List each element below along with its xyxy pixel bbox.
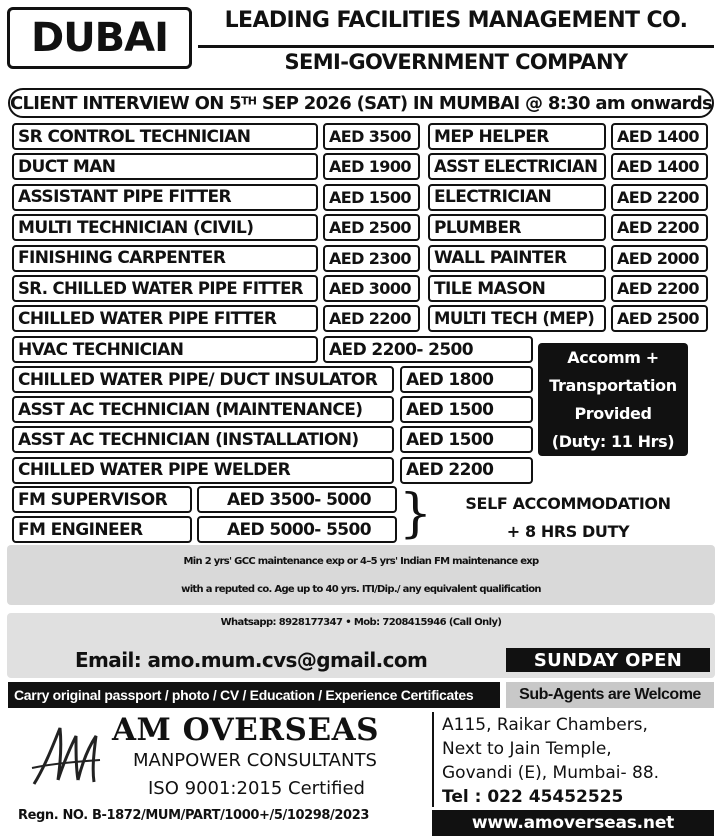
- accomm-line: Provided: [574, 403, 652, 423]
- job-title: HVAC TECHNICIAN: [18, 339, 184, 360]
- sunday-open-text: SUNDAY OPEN: [533, 649, 683, 671]
- fm-note-line: + 8 HRS DUTY: [506, 522, 630, 541]
- job-salary-cell: [400, 426, 533, 453]
- job-salary-cell: [611, 245, 708, 272]
- job-title-cell: [12, 123, 318, 150]
- city-title: DUBAI: [30, 15, 168, 61]
- job-title-cell: [428, 184, 606, 211]
- job-title: ASST AC TECHNICIAN (MAINTENANCE): [18, 399, 363, 420]
- company-name: LEADING FACILITIES MANAGEMENT CO.: [224, 8, 688, 33]
- job-salary-cell: [611, 184, 708, 211]
- job-salary-cell: [323, 214, 420, 241]
- subagents-text: Sub-Agents are Welcome: [519, 686, 701, 703]
- job-salary: AED 2500: [329, 218, 411, 238]
- job-title: ASST ELECTRICIAN: [434, 157, 598, 177]
- job-salary: AED 1500: [406, 399, 494, 420]
- telephone[interactable]: Tel : 022 45452525: [442, 787, 624, 807]
- job-title: FM SUPERVISOR: [18, 489, 168, 510]
- requirement-line: with a reputed co. Age up to 40 yrs. ITI/Dip./ any equivalent qualification: [181, 584, 541, 595]
- accommodation-box: [538, 343, 688, 456]
- job-title-cell: [428, 245, 606, 272]
- job-title-cell: [12, 486, 192, 513]
- job-salary: AED 2200: [617, 218, 699, 238]
- city-banner: [7, 7, 192, 69]
- job-salary: AED 2200: [617, 187, 699, 207]
- job-salary: AED 1400: [617, 127, 699, 146]
- job-salary: AED 3500: [329, 127, 411, 146]
- job-title-cell: [12, 214, 318, 241]
- job-title-cell: [428, 153, 606, 180]
- job-salary: AED 2300: [329, 248, 411, 268]
- requirement-line: Min 2 yrs' GCC maintenance exp or 4–5 yrs' Indian FM maintenance exp: [183, 556, 539, 567]
- job-salary: AED 2200- 2500: [329, 339, 474, 360]
- interview-text-pre: CLIENT INTERVIEW ON 5: [9, 92, 241, 114]
- job-title: CHILLED WATER PIPE WELDER: [18, 460, 291, 481]
- job-title: CHILLED WATER PIPE/ DUCT INSULATOR: [18, 369, 378, 390]
- job-title-cell: [12, 366, 394, 393]
- carry-documents-note: [8, 682, 500, 708]
- job-title-cell: [12, 396, 394, 423]
- am-logo-icon: [30, 718, 110, 788]
- address-line: A115, Raikar Chambers,: [442, 715, 648, 735]
- job-salary-cell: [611, 275, 708, 302]
- job-title-cell: [12, 457, 394, 484]
- job-title-cell: [12, 305, 318, 332]
- job-title: DUCT MAN: [18, 156, 116, 177]
- job-title-cell: [428, 123, 606, 150]
- job-salary-cell: [323, 275, 420, 302]
- agency-registration: Regn. NO. B-1872/MUM/PART/1000+/5/10298/2023: [18, 808, 369, 823]
- job-title: MULTI TECHNICIAN (CIVIL): [18, 217, 254, 238]
- job-title: FINISHING CARPENTER: [18, 248, 226, 269]
- job-salary: AED 2000: [617, 248, 699, 268]
- sunday-open-badge: [506, 648, 710, 672]
- job-title-cell: [12, 153, 318, 180]
- job-salary: AED 2200: [617, 279, 699, 298]
- requirements-box: [7, 545, 715, 605]
- job-title-cell: [12, 275, 318, 302]
- job-title: ASST AC TECHNICIAN (INSTALLATION): [18, 429, 359, 450]
- brace-glyph: }: [399, 484, 433, 544]
- job-salary: AED 5000- 5500: [226, 519, 371, 540]
- job-title-cell: [12, 336, 318, 363]
- accomm-line: Transportation: [549, 375, 677, 395]
- subagents-note: [506, 682, 714, 708]
- accomm-line: Accomm +: [567, 347, 659, 367]
- agency-name: AM OVERSEAS: [112, 712, 380, 748]
- job-salary-cell: [611, 214, 708, 241]
- job-title: TILE MASON: [434, 278, 546, 299]
- job-title: WALL PAINTER: [434, 248, 567, 269]
- carry-documents-text: Carry original passport / photo / CV / Education / Experience Certificates: [14, 687, 474, 703]
- job-salary: AED 3000: [329, 279, 411, 298]
- job-title-cell: [428, 275, 606, 302]
- job-title: CHILLED WATER PIPE FITTER: [18, 308, 277, 329]
- job-salary-cell: [323, 153, 420, 180]
- job-salary-cell: [323, 305, 420, 332]
- job-title: MULTI TECH (MEP): [434, 309, 595, 329]
- job-salary-cell: [611, 153, 708, 180]
- job-title-cell: [428, 305, 606, 332]
- job-title: PLUMBER: [434, 217, 521, 238]
- agency-iso: ISO 9001:2015 Certified: [148, 778, 365, 799]
- accomm-line: (Duty: 11 Hrs): [551, 431, 675, 451]
- interview-banner: [8, 88, 714, 118]
- job-salary: AED 1400: [617, 157, 699, 177]
- address-line: Next to Jain Temple,: [442, 739, 612, 759]
- job-salary-cell: [323, 336, 533, 363]
- job-salary-cell: [197, 516, 397, 543]
- job-salary-cell: [400, 396, 533, 423]
- job-title-cell: [12, 245, 318, 272]
- job-salary-cell: [400, 457, 533, 484]
- job-salary: AED 1800: [406, 369, 494, 390]
- job-salary: AED 3500- 5000: [226, 489, 371, 510]
- footer-divider: [432, 712, 434, 807]
- job-title-cell: [428, 214, 606, 241]
- address-line: Govandi (E), Mumbai- 88.: [442, 763, 660, 783]
- interview-text-post: SEP 2026 (SAT) IN MUMBAI @ 8:30 am onwards: [256, 92, 713, 114]
- fm-note: [428, 490, 708, 546]
- company-header: [198, 8, 714, 78]
- job-title: ELECTRICIAN: [434, 187, 552, 208]
- job-salary-cell: [611, 123, 708, 150]
- interview-text-sup: TH: [240, 94, 257, 108]
- interview-text: [10, 93, 712, 114]
- job-salary-cell: [197, 486, 397, 513]
- job-title: ASSISTANT PIPE FITTER: [18, 187, 232, 208]
- job-salary-cell: [323, 184, 420, 211]
- job-salary: AED 2200: [406, 460, 494, 481]
- website-link[interactable]: www.amoverseas.net: [471, 813, 675, 833]
- job-salary: AED 1500: [406, 429, 494, 450]
- job-salary: AED 1500: [329, 187, 411, 207]
- website-bar[interactable]: [432, 810, 714, 836]
- job-salary-cell: [400, 366, 533, 393]
- job-salary: AED 2200: [329, 309, 411, 329]
- phone-numbers[interactable]: Whatsapp: 8928177347 • Mob: 7208415946 (Call Only): [220, 617, 502, 628]
- job-title-cell: [12, 426, 394, 453]
- job-title: MEP HELPER: [434, 126, 549, 147]
- agency-address: [442, 713, 659, 809]
- job-salary: AED 2500: [617, 309, 699, 329]
- job-salary-cell: [611, 305, 708, 332]
- header-divider: [198, 45, 714, 48]
- email-address[interactable]: Email: amo.mum.cvs@gmail.com: [75, 648, 428, 672]
- fm-note-line: SELF ACCOMMODATION: [465, 494, 671, 513]
- job-title: SR. CHILLED WATER PIPE FITTER: [18, 279, 303, 298]
- job-salary-cell: [323, 245, 420, 272]
- agency-tagline: MANPOWER CONSULTANTS: [133, 750, 377, 771]
- company-type: SEMI-GOVERNMENT COMPANY: [284, 50, 628, 74]
- job-salary: AED 1900: [329, 157, 411, 177]
- job-title-cell: [12, 516, 192, 543]
- job-salary-cell: [323, 123, 420, 150]
- job-title: SR CONTROL TECHNICIAN: [18, 126, 251, 147]
- job-title-cell: [12, 184, 318, 211]
- job-title: FM ENGINEER: [18, 519, 143, 540]
